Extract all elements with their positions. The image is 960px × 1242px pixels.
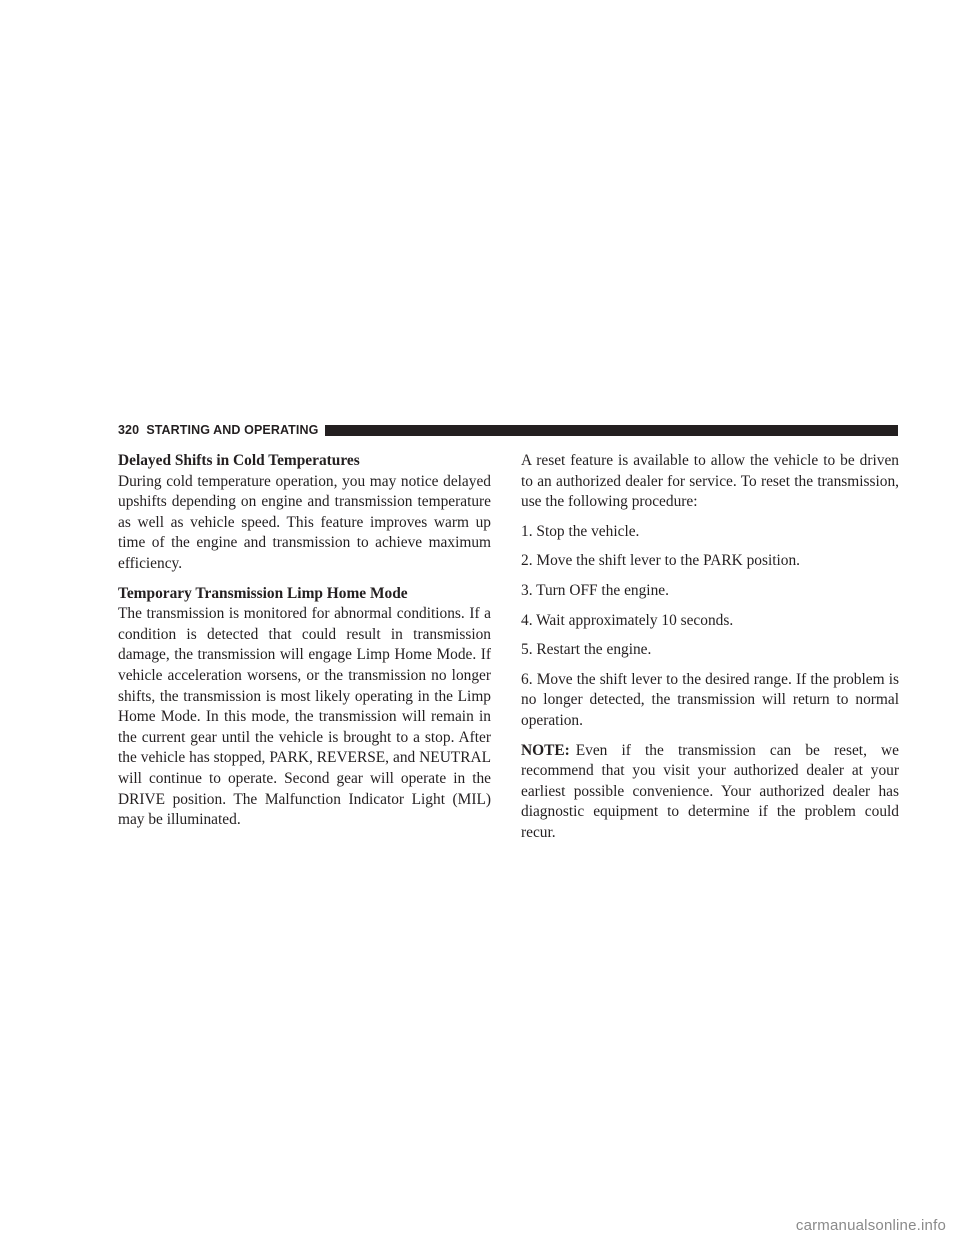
page-number: 320 — [118, 423, 140, 437]
page-header — [118, 423, 898, 437]
page-header-text — [118, 423, 318, 437]
step-5: 5. Restart the engine. — [521, 641, 652, 659]
step-6: 6. Move the shift lever to the desired range. If the problem is no longer detected, the transmission will return to normal operation. — [521, 670, 899, 729]
header-rule — [325, 425, 898, 436]
note-paragraph — [521, 741, 899, 844]
left-column — [118, 451, 491, 831]
paragraph-delayed-shifts: During cold temperature operation, you may notice delayed upshifts depending on engine and transmission temperature as well as vehicle speed. This feature improves warm up time of the engine and transmission to achieve maximum efficiency. — [118, 472, 491, 572]
note-label: NOTE: — [521, 741, 570, 759]
watermark: carmanualsonline.info — [795, 1217, 946, 1234]
section-title: STARTING AND OPERATING — [146, 423, 319, 437]
paragraph-limp-home-mode: The transmission is monitored for abnormal conditions. If a condition is detected that could result in transmission damage, the transmission will engage Limp Home Mode. If vehicle acceleration worsens, or the transmission no longer shifts, the transmission is most likely operating in the Limp Home Mode. In this mode, the transmission will remain in the current gear until the vehicle is brought to a stop. After the vehicle has stopped, PARK, REVERSE, and NEUTRAL will continue to operate. Second gear will operate in the DRIVE position. The Malfunction Indicator Light (MIL) may be illuminated. — [118, 605, 491, 829]
step-4: 4. Wait approximately 10 seconds. — [521, 611, 734, 629]
heading-delayed-shifts: Delayed Shifts in Cold Temperatures — [118, 452, 360, 469]
paragraph-reset-intro: A reset feature is available to allow the vehicle to be driven to an authorized dealer for service. To reset the transmission, use the following procedure: — [521, 452, 899, 511]
heading-limp-home-mode: Temporary Transmission Limp Home Mode — [118, 584, 408, 602]
right-column — [521, 451, 899, 844]
step-2: 2. Move the shift lever to the PARK position. — [521, 552, 801, 570]
step-1: 1. Stop the vehicle. — [521, 522, 640, 540]
note-text: Even if the transmission can be reset, we recommend that you visit your authorized dealer at your earliest possible convenience. Your authorized dealer has diagnostic equipment to determine if the problem could recur. — [521, 741, 899, 841]
step-3: 3. Turn OFF the engine. — [521, 581, 669, 599]
